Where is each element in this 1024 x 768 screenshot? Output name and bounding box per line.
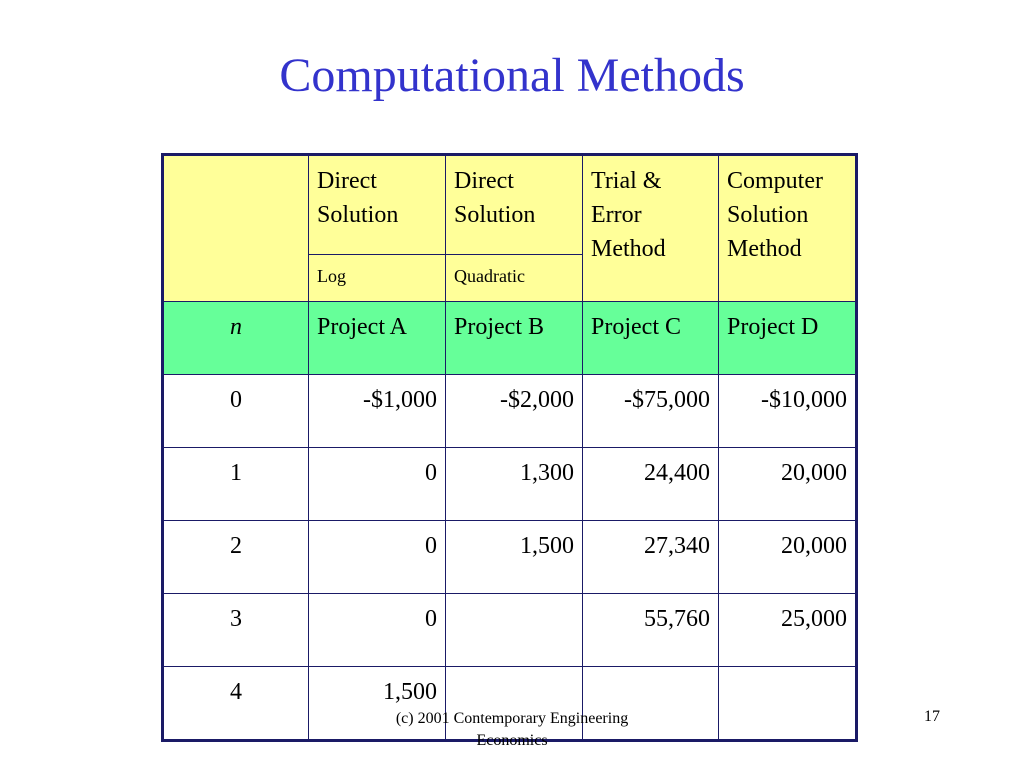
cash-flow-cell: 0 [309, 594, 446, 667]
cash-flow-cell: -$10,000 [719, 375, 857, 448]
table-row [163, 448, 857, 521]
slide-title: Computational Methods [279, 49, 745, 102]
cash-flow-cell [446, 594, 583, 667]
header-label: Computer Solution Method [727, 168, 823, 262]
cash-flow-cell: 1,500 [446, 521, 583, 594]
project-a-label: Project A [309, 302, 446, 375]
cash-flow-cell: -$1,000 [309, 375, 446, 448]
subheader-quadratic: Quadratic [446, 255, 583, 302]
project-c-label: Project C [583, 302, 719, 375]
page-number: 17 [924, 708, 940, 725]
subheader-log: Log [309, 255, 446, 302]
project-d-label: Project D [719, 302, 857, 375]
footer-line-2: Economics [476, 732, 548, 749]
cash-flow-cell [719, 667, 857, 741]
cash-flow-cell: 55,760 [583, 594, 719, 667]
table-row [163, 594, 857, 667]
footer-copyright [360, 708, 664, 752]
period-cell: 2 [163, 521, 309, 594]
cash-flow-cell: 0 [309, 448, 446, 521]
cash-flow-cell: 27,340 [583, 521, 719, 594]
cash-flow-cell: 1,500 [309, 667, 446, 741]
header-row [163, 155, 857, 255]
methods-table [161, 153, 858, 742]
cash-flow-cell: 24,400 [583, 448, 719, 521]
header-label: Direct Solution [454, 168, 536, 228]
n-label: n [163, 302, 309, 375]
header-cell-direct-solution-quadratic [446, 155, 583, 255]
cash-flow-cell: 20,000 [719, 521, 857, 594]
header-cell-direct-solution-log [309, 155, 446, 255]
table-row [163, 375, 857, 448]
period-cell: 0 [163, 375, 309, 448]
cash-flow-cell: 20,000 [719, 448, 857, 521]
header-label: Direct Solution [317, 168, 399, 228]
header-cell-trial-error [583, 155, 719, 302]
header-cell-computer-solution [719, 155, 857, 302]
cash-flow-cell: -$75,000 [583, 375, 719, 448]
period-cell: 4 [163, 667, 309, 741]
header-label: Trial & Error Method [591, 168, 666, 262]
project-row [163, 302, 857, 375]
period-cell: 3 [163, 594, 309, 667]
cash-flow-cell: 25,000 [719, 594, 857, 667]
footer-line-1: (c) 2001 Contemporary Engineering [395, 710, 629, 727]
cash-flow-cell: 1,300 [446, 448, 583, 521]
cash-flow-cell: -$2,000 [446, 375, 583, 448]
period-cell: 1 [163, 448, 309, 521]
cash-flow-cell: 0 [309, 521, 446, 594]
header-corner-cell [163, 155, 309, 302]
table-row [163, 521, 857, 594]
project-b-label: Project B [446, 302, 583, 375]
